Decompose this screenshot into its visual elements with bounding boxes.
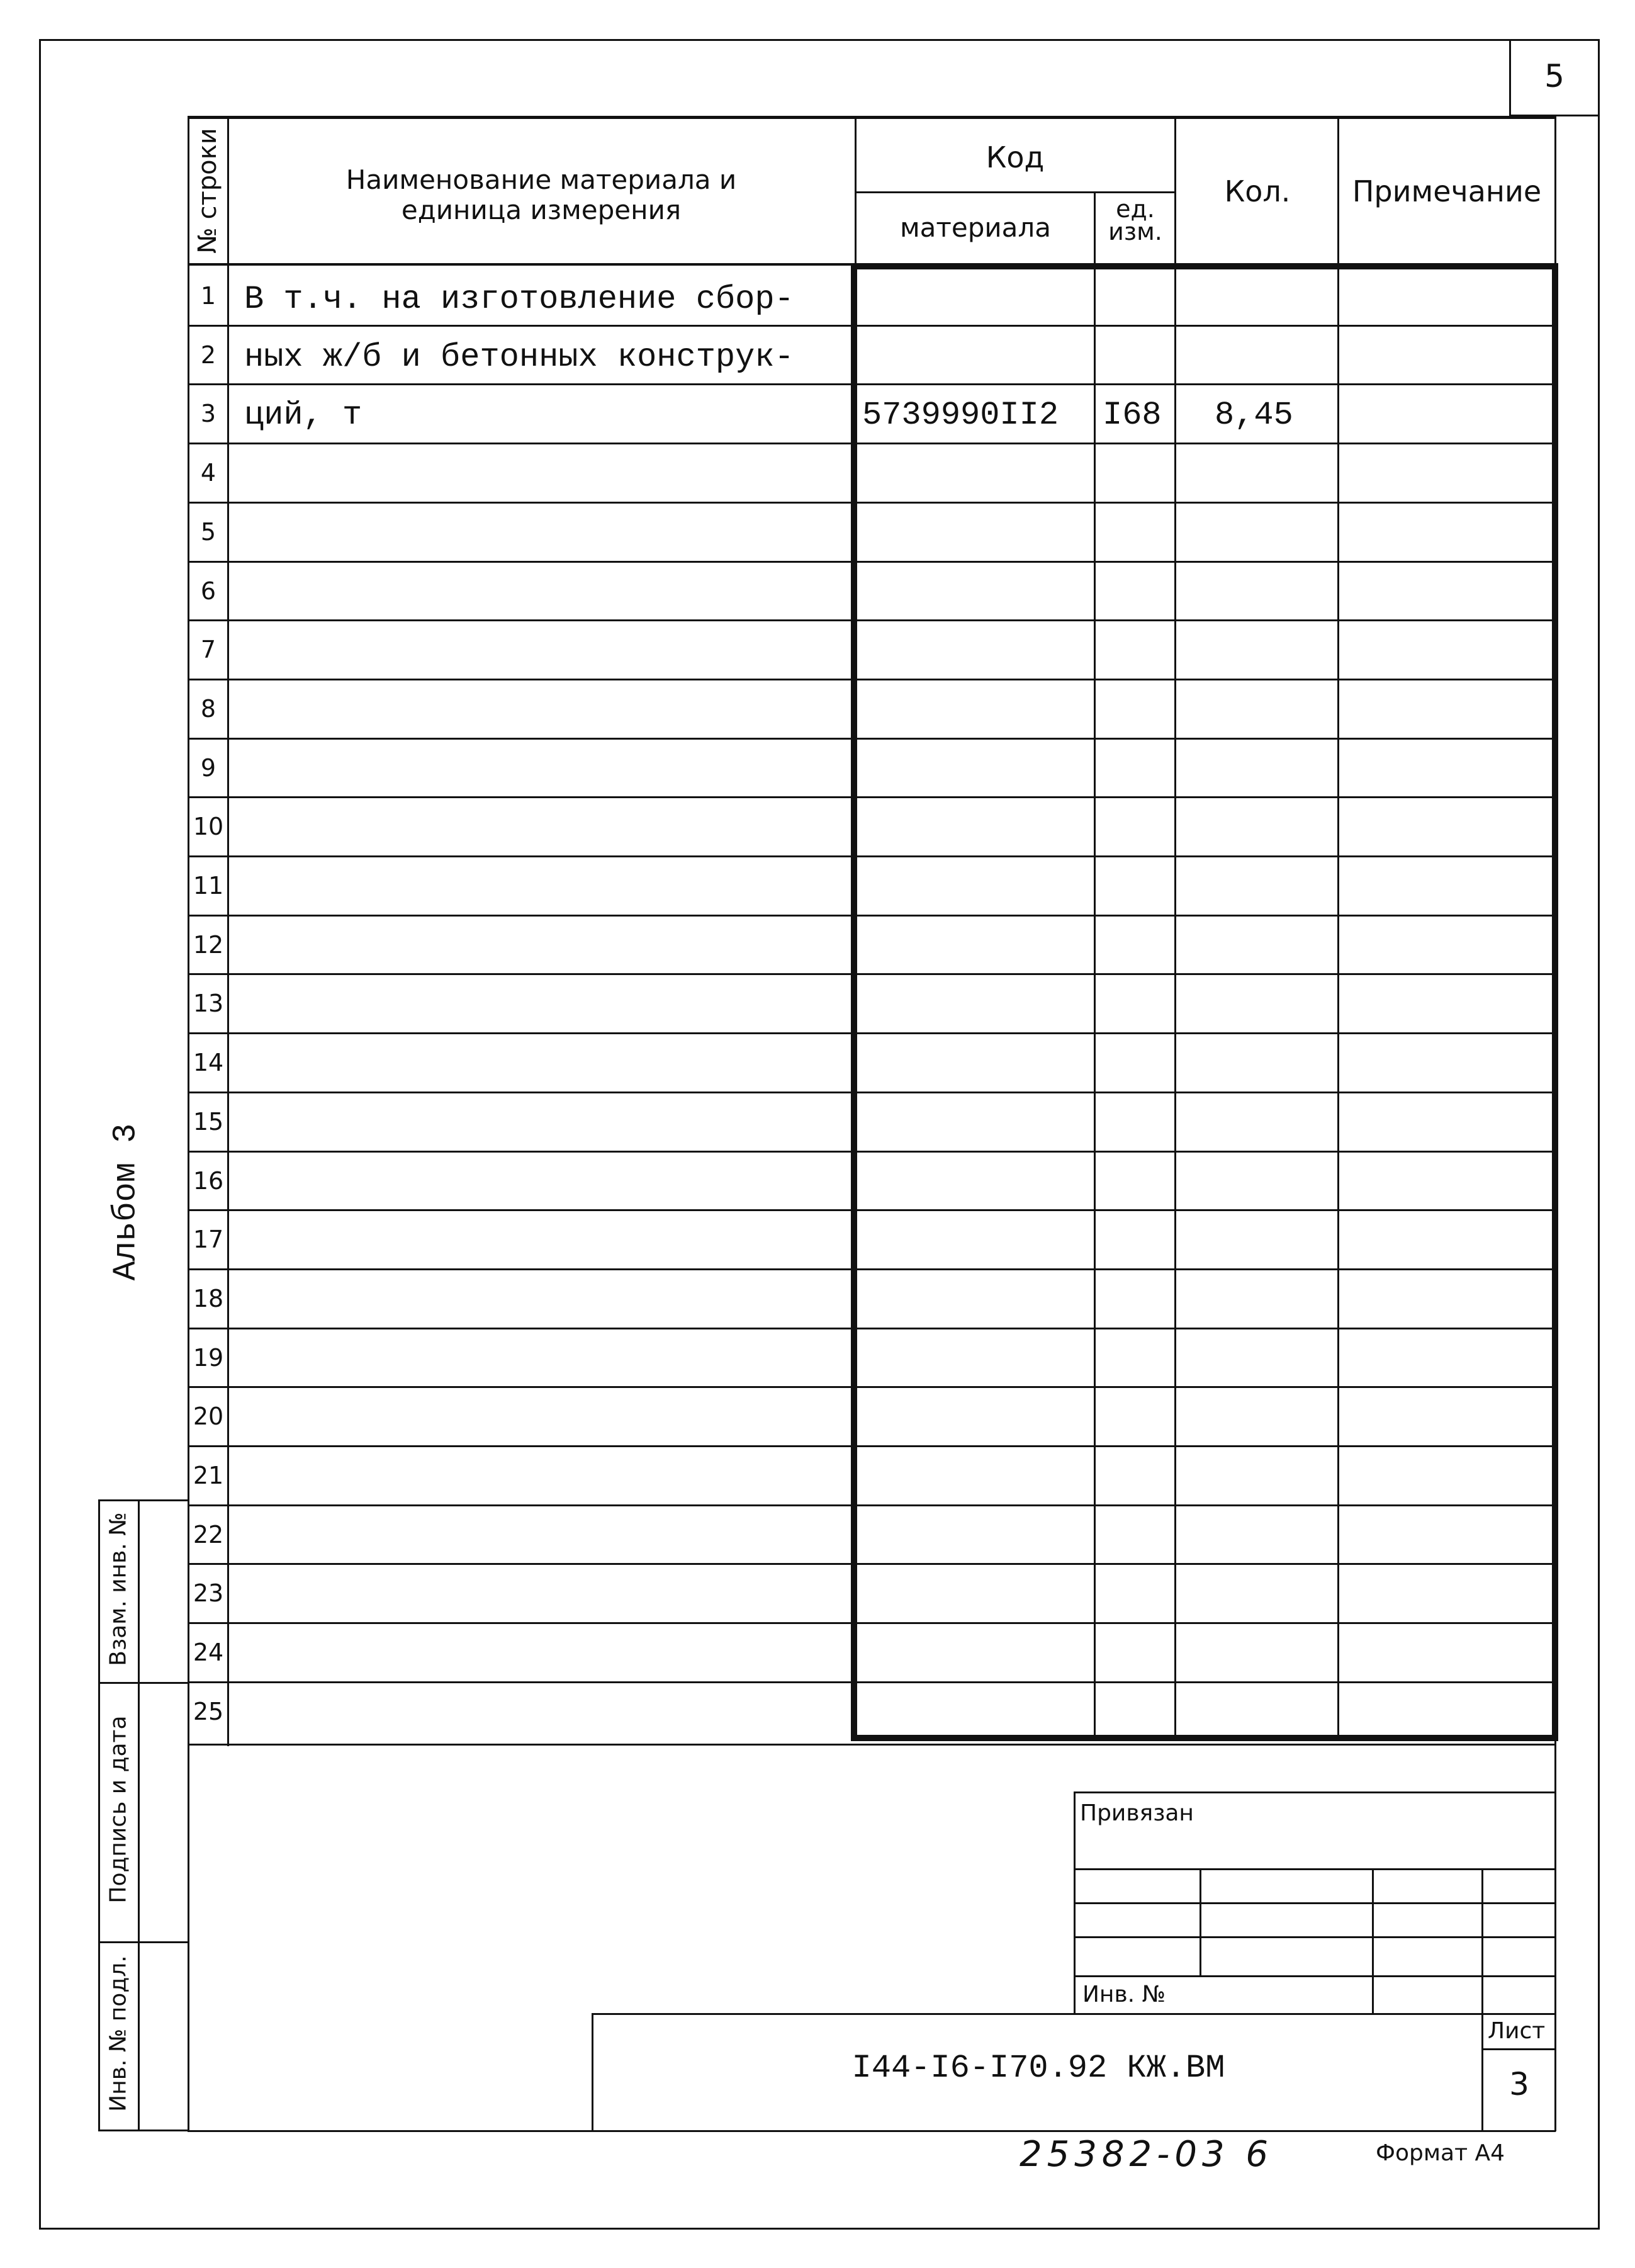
row-separator <box>188 383 1556 385</box>
col-divider-unit <box>1094 264 1096 1739</box>
row-separator <box>188 561 1556 563</box>
header-note: Примечание <box>1352 174 1542 208</box>
row-number: 12 <box>193 931 224 959</box>
row-3-unit: I68 <box>1103 397 1162 434</box>
row-number: 25 <box>193 1698 224 1725</box>
row-number: 15 <box>193 1108 224 1136</box>
title-block-bottom <box>188 2130 1556 2132</box>
row-number: 18 <box>193 1285 224 1312</box>
data-block-left <box>851 263 857 1741</box>
row-2-name: ных ж/б и бетонных конструк- <box>244 339 794 376</box>
row-separator <box>188 1328 1556 1329</box>
row-separator <box>188 679 1556 680</box>
header-divider-unit <box>1094 193 1096 264</box>
row-number: 7 <box>200 636 216 663</box>
row-number: 17 <box>193 1226 224 1253</box>
row-separator <box>188 1622 1556 1624</box>
row-number: 16 <box>193 1167 224 1195</box>
header-material: материала <box>899 212 1051 243</box>
format-label: Формат А4 <box>1376 2140 1505 2166</box>
privyazan-col-2 <box>1372 1868 1374 2014</box>
inv-no-label: Инв. № <box>1082 1982 1166 2007</box>
row-number: 21 <box>193 1462 224 1489</box>
row-separator <box>188 1032 1556 1034</box>
side-podpis-label: Подпись и дата <box>105 1715 132 1904</box>
header-qty: Кол. <box>1224 174 1291 208</box>
row-3-name: ций, т <box>244 397 362 434</box>
row-separator <box>188 796 1556 798</box>
header-unit: ед. изм. <box>1108 195 1162 246</box>
row-number: 19 <box>193 1344 224 1372</box>
side-vzam-label: Взам. инв. № <box>105 1512 132 1666</box>
data-block-right <box>1552 263 1558 1741</box>
row-separator <box>188 325 1556 327</box>
row-number: 22 <box>193 1521 224 1549</box>
row-number: 4 <box>200 459 216 487</box>
privyazan-label: Привязан <box>1080 1800 1194 1826</box>
row-number: 8 <box>200 695 216 723</box>
row-separator <box>188 973 1556 975</box>
data-block-bottom <box>851 1735 1558 1741</box>
code-block-left <box>592 2013 593 2131</box>
row-number: 9 <box>200 754 216 782</box>
header-row-number: № строки <box>193 128 222 254</box>
side-stamp-divider <box>138 1499 140 2131</box>
privyazan-line-4 <box>1074 1975 1556 1977</box>
row-separator <box>188 1386 1556 1388</box>
row-separator <box>188 1268 1556 1270</box>
code-block-top <box>592 2013 1556 2015</box>
row-separator <box>188 1504 1556 1506</box>
row-separator <box>188 1445 1556 1447</box>
row-number: 6 <box>200 577 216 605</box>
row-3-qty: 8,45 <box>1215 397 1293 434</box>
row-separator <box>188 443 1556 444</box>
row-number: 23 <box>193 1579 224 1607</box>
row-separator <box>188 619 1556 621</box>
document-code: I44-I6-I70.92 КЖ.ВМ <box>851 2050 1225 2087</box>
row-separator <box>188 1151 1556 1153</box>
table-inner-left-border <box>227 116 229 1746</box>
list-label-line <box>1481 2048 1556 2050</box>
privyazan-line-2 <box>1074 1902 1556 1904</box>
row-number: 1 <box>200 282 216 310</box>
row-number: 13 <box>193 990 224 1017</box>
data-block-top <box>851 263 1558 269</box>
album-label: Альбом 3 <box>107 1123 145 1281</box>
row-separator <box>188 915 1556 917</box>
page-number: 5 <box>1544 58 1565 94</box>
privyazan-line-3 <box>1074 1936 1556 1938</box>
row-number: 11 <box>193 872 224 900</box>
row-1-name: В т.ч. на изготовление сбор- <box>244 281 794 318</box>
col-divider-note <box>1337 264 1339 1739</box>
header-divider-qty <box>1174 116 1176 264</box>
header-code: Код <box>986 140 1045 174</box>
row-number: 3 <box>200 400 216 427</box>
row-number: 10 <box>193 813 224 840</box>
row-number: 24 <box>193 1639 224 1666</box>
row-separator <box>188 855 1556 857</box>
row-number: 20 <box>193 1402 224 1430</box>
row-number: 2 <box>200 341 216 369</box>
privyazan-col-3 <box>1481 1868 1483 2014</box>
handwritten-number: 25382-03 6 <box>1020 2134 1274 2175</box>
header-bottom-border <box>188 263 855 266</box>
header-code-split <box>855 191 1176 193</box>
row-separator <box>188 1681 1556 1683</box>
list-number: 3 <box>1509 2066 1529 2102</box>
privyazan-col-1 <box>1200 1868 1201 1977</box>
title-block-top <box>188 1744 1556 1746</box>
row-3-material: 5739990II2 <box>862 397 1059 434</box>
privyazan-line-1 <box>1074 1868 1556 1870</box>
row-number: 14 <box>193 1049 224 1076</box>
list-label: Лист <box>1488 2018 1546 2044</box>
row-separator <box>188 502 1556 504</box>
header-divider-name <box>855 116 857 264</box>
side-inv-podl-label: Инв. № подл. <box>105 1955 132 2112</box>
header-name: Наименование материала и единица измерения <box>346 164 737 226</box>
row-separator <box>188 1092 1556 1093</box>
row-separator <box>188 1563 1556 1565</box>
table-top-border <box>188 116 1556 119</box>
row-separator <box>188 738 1556 740</box>
row-separator <box>188 1209 1556 1211</box>
privyazan-top <box>1074 1791 1556 1793</box>
row-number: 5 <box>200 518 216 546</box>
col-divider-qty <box>1174 264 1176 1739</box>
